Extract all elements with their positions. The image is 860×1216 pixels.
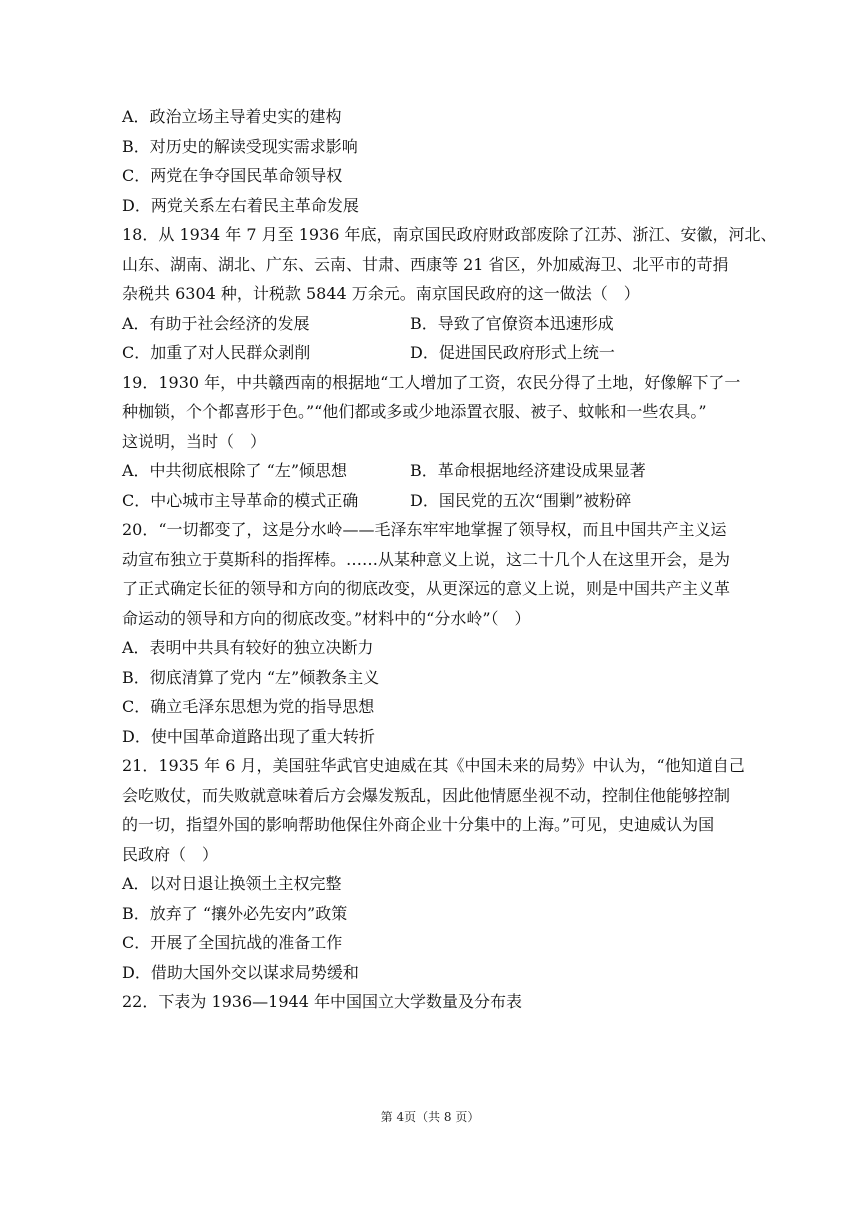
question-stem-line: 22．下表为 1936—1944 年中国国立大学数量及分布表 — [122, 992, 522, 1011]
exam-page-content — [122, 102, 777, 1017]
question-stem-line: 民政府（ ） — [122, 844, 219, 864]
page-footer: 第 4页（共 8 页） — [380, 1110, 480, 1124]
question-stem-line: 的一切，指望外国的影响帮助他保住外商企业十分集中的上海。”可见，史迪威认为国 — [122, 815, 715, 834]
option-a: A．以对日退让换领土主权完整 — [122, 874, 342, 893]
question-21 — [122, 751, 745, 987]
question-stem-line: 这说明，当时（ ） — [122, 431, 267, 451]
option-c: C．中心城市主导革命的模式正确 — [122, 490, 359, 510]
question-stem-line: 了正式确定长征的领导和方向的彻底改变，从更深远的意义上说，则是中国共产主义革 — [122, 579, 731, 598]
option-d: D．使中国革命道路出现了重大转折 — [122, 726, 375, 746]
option-d: D．国民党的五次“围剿”被粉碎 — [410, 490, 632, 510]
option-d: D．借助大国外交以谋求局势缓和 — [122, 962, 359, 982]
options-row — [122, 309, 742, 339]
option-c: C．两党在争夺国民革命领导权 — [122, 166, 343, 185]
question-stem-line: 21．1935 年 6 月，美国驻华武官史迪威在其《中国未来的局势》中认为，“他知道自己 — [122, 756, 745, 775]
question-stem-line: 种枷锁，个个都喜形于色。”“他们都或多或少地添置衣服、被子、蚊帐和一些农具。” — [122, 402, 707, 421]
option-b: B．革命根据地经济建设成果显著 — [410, 461, 646, 480]
option-d: D．促进国民政府形式上统一 — [410, 343, 615, 362]
question-stem-line: 动宣布独立于莫斯科的指挥棒。……从某种意义上说，这二十几个人在这里开会，是为 — [122, 549, 731, 569]
question-stem-line: 18．从 1934 年 7 月至 1936 年底，南京国民政府财政部废除了江苏、浙江、安徽，河北、 — [122, 225, 777, 244]
question-22 — [122, 987, 742, 1017]
option-b: B．导致了官僚资本迅速形成 — [410, 313, 614, 333]
option-c: C．开展了全国抗战的准备工作 — [122, 933, 343, 952]
option-a: A．政治立场主导着史实的建构 — [122, 107, 342, 126]
options-row — [122, 486, 742, 516]
question-stem-line: 会吃败仗，而失败就意味着后方会爆发叛乱，因此他情愿坐视不动，控制住他能够控制 — [122, 785, 731, 805]
option-b: B．放弃了 “攘外必先安内”政策 — [122, 903, 348, 923]
question-stem-line: 山东、湖南、湖北、广东、云南、甘肃、西康等 21 省区，外加威海卫、北平市的苛捐 — [122, 254, 729, 274]
option-a: A．中共彻底根除了 “左”倾思想 — [122, 461, 348, 480]
option-b: B．彻底清算了党内 “左”倾教条主义 — [122, 667, 380, 687]
option-d: D．两党关系左右着民主革命发展 — [122, 195, 359, 215]
question-stem-line: 杂税共 6304 种，计税款 5844 万余元。南京国民政府的这一做法（ ） — [122, 284, 640, 303]
question-17-options — [122, 102, 742, 220]
question-20 — [122, 515, 742, 751]
option-c: C．加重了对人民群众剥削 — [122, 343, 311, 362]
question-stem-line: 19．1930 年，中共赣西南的根据地“工人增加了工资，农民分得了土地，好像解下了一 — [122, 372, 741, 392]
option-b: B．对历史的解读受现实需求影响 — [122, 136, 358, 156]
options-row — [122, 338, 742, 368]
option-a: A．表明中共具有较好的独立决断力 — [122, 638, 374, 657]
question-stem-line: 20．“一切都变了，这是分水岭——毛泽东牢牢地掌握了领导权，而且中国共产主义运 — [122, 520, 727, 539]
question-18 — [122, 220, 777, 368]
question-stem-line: 命运动的领导和方向的彻底改变。”材料中的“分水岭”（ ） — [122, 608, 531, 628]
option-c: C．确立毛泽东思想为党的指导思想 — [122, 697, 375, 716]
options-row — [122, 456, 742, 486]
question-19 — [122, 368, 742, 516]
option-a: A．有助于社会经济的发展 — [122, 313, 310, 333]
